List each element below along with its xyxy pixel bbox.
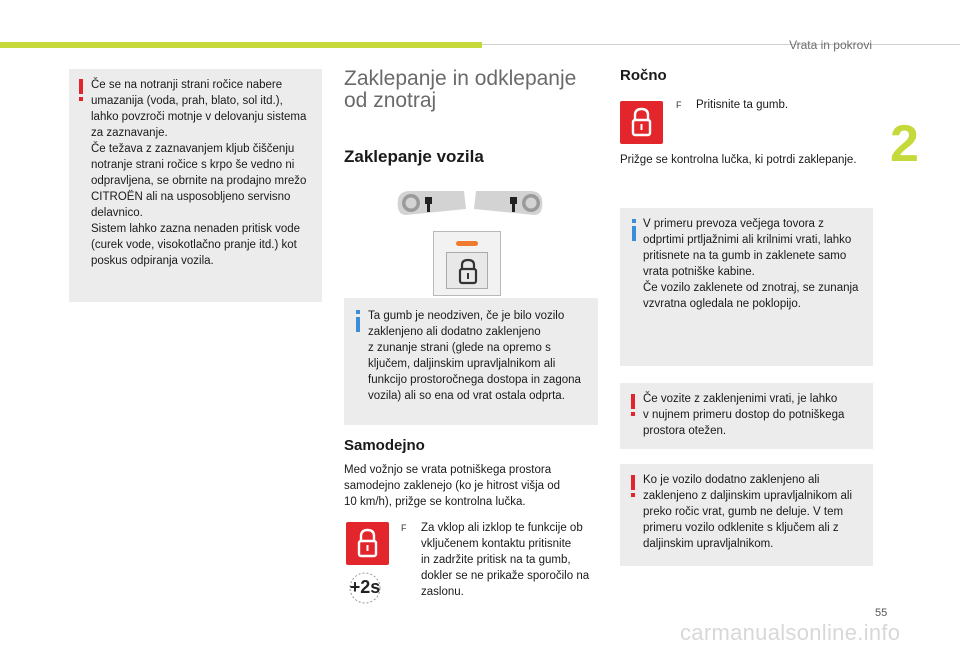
padlock-icon bbox=[620, 101, 663, 144]
timer-icon bbox=[345, 571, 385, 605]
subtitle-manual: Ročno bbox=[620, 67, 667, 84]
bullet-symbol: F bbox=[401, 523, 407, 533]
warning-icon bbox=[78, 79, 84, 101]
right-info-box bbox=[620, 208, 873, 366]
automatic-bullet-text: Za vklop ali izklop te funkcije ob vključenem kontaktu pritisnite in zadržite pritisk na ta gumb, dokler se ne prikaže sporočilo na zaslonu. bbox=[421, 522, 590, 598]
section-title: Vrata in pokrovi bbox=[789, 38, 872, 52]
manual-bullet-text: Pritisnite ta gumb. bbox=[696, 99, 789, 111]
info-icon bbox=[631, 219, 637, 241]
middle-info-box bbox=[344, 298, 598, 425]
left-warning-box bbox=[69, 69, 322, 302]
subtitle-locking: Zaklepanje vozila bbox=[344, 147, 484, 166]
right-warning-box-1 bbox=[620, 383, 873, 449]
lock-button-icon-red bbox=[346, 522, 389, 565]
indicator-light bbox=[456, 241, 478, 246]
lock-button-frame bbox=[433, 231, 501, 296]
timer-label: +2s bbox=[349, 577, 381, 597]
middle-info-text: Ta gumb je neodziven, če je bilo vozilo zaklenjeno ali dodatno zaklenjeno z zunanje strani (glede na opremo s ključem, daljinskim upravljalnikom ali funkcijo prostoročnega dostopa in zagona vozila) ali so ena od vrat ostala odprta. bbox=[368, 310, 581, 402]
automatic-paragraph: Med vožnjo se vrata potniškega prostora samodejno zaklenejo (ko je hitrost višja od 10 km/h), prižge se kontrolna lučka. bbox=[344, 464, 561, 508]
info-icon bbox=[355, 310, 361, 332]
padlock-icon bbox=[447, 253, 489, 290]
left-warning-text: Če se na notranji strani ročice nabere umazanija (voda, prah, blato, sol itd.), lahko povzroči motnje v delovanju sistema za zaznavanje. Če težava z zaznavanjem kljub čiščenju notranje strani ročice s krpo še vedno ni odpravljena, se obrnite na prodajno mrežo CITROËN ali na usposobljeno servisno delavnico. Sistem lahko zazna nenaden pritisk vode (curek vode, visokotlačno pranje itd.) kot poskus odpiranja vozila. bbox=[91, 79, 307, 267]
right-warning-text-2: Ko je vozilo dodatno zaklenjeno ali zaklenjeno z daljinskim upravljalnikom ali preko ročic vrat, gumb ne deluje. V tem primeru vozilo odklenite s ključem ali z daljinskim upravljalnikom. bbox=[643, 474, 853, 550]
chapter-number: 2 bbox=[890, 115, 919, 173]
right-info-text: V primeru prevoza večjega tovora z odprtimi prtljažnimi ali krilnimi vrati, lahko pritisnete na ta gumb in zaklenete samo vrata potniške kabine. Če vozilo zaklenete od znotraj, se zunanja vzvratna ogledala ne poklopijo. bbox=[643, 218, 859, 310]
right-warning-text-1: Če vozite z zaklenjenimi vrati, je lahko v nujnem primeru dostop do potniškega prostora otežen. bbox=[643, 393, 845, 437]
subtitle-automatic: Samodejno bbox=[344, 437, 425, 454]
bullet-symbol: F bbox=[676, 100, 682, 110]
padlock-icon bbox=[346, 522, 389, 565]
warning-icon bbox=[630, 394, 636, 416]
lock-button[interactable] bbox=[446, 252, 488, 289]
right-warning-box-2 bbox=[620, 464, 873, 566]
door-mirror-illustration bbox=[392, 185, 548, 221]
warning-icon bbox=[630, 475, 636, 497]
page-main-title: Zaklepanje in odklepanje od znotraj bbox=[344, 67, 577, 112]
header-divider bbox=[482, 44, 960, 45]
page-number: 55 bbox=[875, 607, 888, 619]
watermark: carmanualsonline.info bbox=[680, 620, 901, 645]
manual-paragraph: Prižge se kontrolna lučka, ki potrdi zaklepanje. bbox=[620, 154, 857, 166]
lock-button-icon-red-manual bbox=[620, 101, 663, 144]
header-accent-bar bbox=[0, 42, 482, 48]
